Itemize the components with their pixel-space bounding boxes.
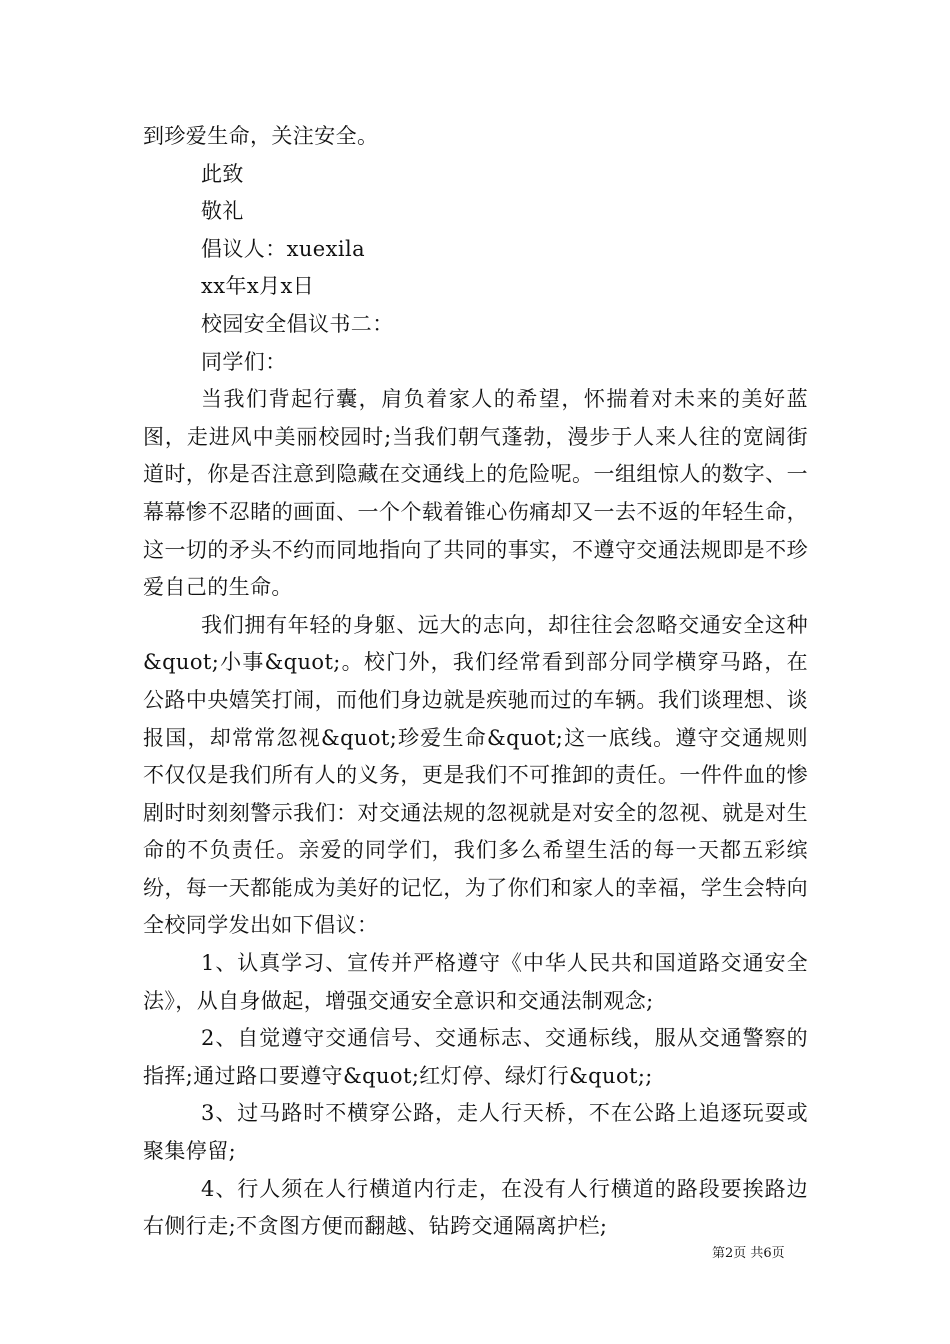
document-body [143,118,808,1246]
proposal-item-4: 4、行人须在人行横道内行走，在没有人行横道的路段要挨路边右侧行走;不贪图方便而翻越、钻跨交通隔离护栏; [143,1176,808,1239]
date-line: xx年x月x日 [201,274,315,299]
paragraph-intro: 当我们背起行囊，肩负着家人的希望，怀揣着对未来的美好蓝图，走进风中美丽校园时;当我们朝气蓬勃，漫步于人来人往的宽阔街道时，你是否注意到隐藏在交通线上的危险呢。一组组惊人的数字、一幕幕惨不忍睹的画面、一个个载着锥心伤痛却又一去不返的年轻生命，这一切的矛头不约而同地指向了共同的事实，不遵守交通法规即是不珍爱自己的生命。 [143,387,808,600]
greeting-line: 同学们： [201,349,287,374]
proposer-line: 倡议人：xuexila [201,236,365,261]
proposal-item-3: 3、过马路时不横穿公路，走人行天桥，不在公路上追逐玩耍或聚集停留; [143,1101,808,1164]
section-title: 校园安全倡议书二： [201,311,394,336]
closing-regards: 敬礼 [201,199,244,224]
page-number: 第2页 共6页 [712,1246,785,1261]
paragraph-body: 我们拥有年轻的身躯、远大的志向，却往往会忽略交通安全这种&quot;小事&quot;。校门外，我们经常看到部分同学横穿马路，在公路中央嬉笑打闹，而他们身边就是疾驰而过的车辆。我们谈理想、谈报国，却常常忽视&quot;珍爱生命&quot;这一底线。遵守交通规则不仅仅是我们所有人的义务，更是我们不可推卸的责任。一件件血的惨剧时时刻刻警示我们：对交通法规的忽视就是对安全的忽视、就是对生命的不负责任。亲爱的同学们，我们多么希望生活的每一天都五彩缤纷，每一天都能成为美好的记忆，为了你们和家人的幸福，学生会特向全校同学发出如下倡议： [143,612,808,938]
proposal-item-1: 1、认真学习、宣传并严格遵守《中华人民共和国道路交通安全法》，从自身做起，增强交通安全意识和交通法制观念; [143,951,808,1013]
closing-salutation: 此致 [201,161,244,186]
proposal-item-2: 2、自觉遵守交通信号、交通标志、交通标线，服从交通警察的指挥;通过路口要遵守&quot;红灯停、绿灯行&quot;; [143,1026,808,1088]
paragraph-1: 到珍爱生命，关注安全。 [143,124,379,148]
